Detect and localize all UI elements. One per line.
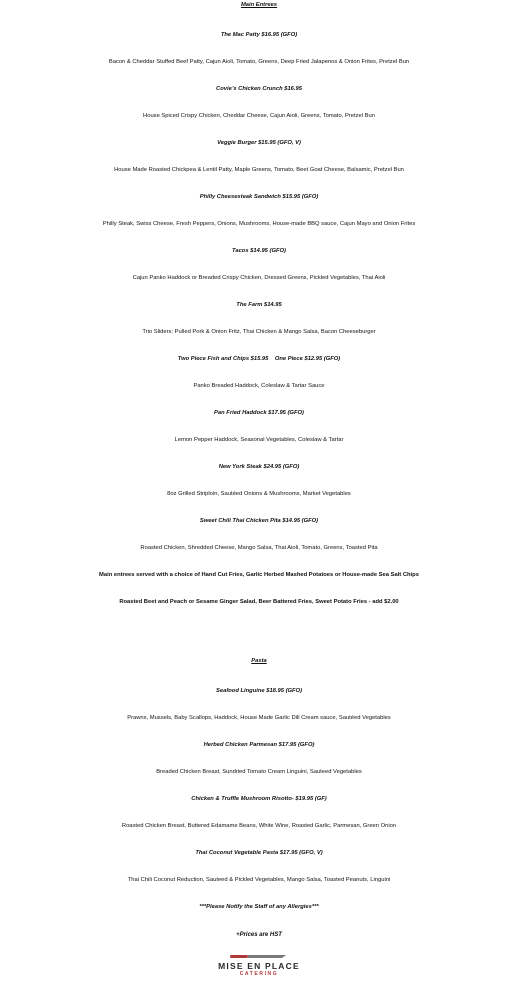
logo-name: MISE EN PLACE xyxy=(218,961,300,971)
menu-item-title: The Mac Patty $16.95 (GFO) xyxy=(220,32,298,38)
menu-item-title: Thai Coconut Vegetable Pasta $17.95 (GFO, V) xyxy=(195,850,323,856)
menu-item-description: Panko Breaded Haddock, Coleslaw & Tartar Sauce xyxy=(193,383,325,389)
menu-item-title: Pan Fried Haddock $17.95 (GFO) xyxy=(214,410,304,416)
menu-item-title: Seafood Linguine $18.95 (GFO) xyxy=(216,688,302,694)
menu-item-description: Thai Chili Coconut Reduction, Sauteed & Pickled Vegetables, Mango Salsa, Toasted Peanuts, Linguini xyxy=(127,877,391,883)
menu-item-title: Chicken & Truffle Mushroom Risotto- $19.95 (GF) xyxy=(191,796,327,802)
logo-subtitle: CATERING xyxy=(239,971,279,977)
knife-icon xyxy=(230,952,288,960)
allergy-notice: ***Please Notify the Staff of any Allergies*** xyxy=(199,904,319,910)
prices-note: +Prices are HST xyxy=(236,932,282,938)
menu-item-description: Prawns, Mussels, Baby Scallops, Haddock, House Made Garlic Dill Cream sauce, Sautéed Vegetables xyxy=(127,715,391,721)
menu-item-description: Roasted Chicken Breast, Buttered Edamame Beans, White Wine, Roasted Garlic, Parmesan, Green Onion xyxy=(121,823,397,829)
menu-item-description: House Made Roasted Chickpea & Lentil Patty, Maple Greens, Tomato, Beet Goat Cheese, Balsamic, Pretzel Bun xyxy=(114,167,404,173)
menu-item-title: Tacos $14.95 (GFO) xyxy=(232,248,286,254)
menu-item-title: Sweet Chili Thai Chicken Pita $14.95 (GFO) xyxy=(199,518,319,524)
menu-item-description: Cajun Panko Haddock or Breaded Crispy Chicken, Dressed Greens, Pickled Vegetables, Thai Aioli xyxy=(132,275,386,281)
sides-note: Main entrees served with a choice of Hand Cut Fries, Garlic Herbed Mashed Potatoes or House-made Sea Salt Chips xyxy=(99,572,419,578)
menu-item-title: Two Piece Fish and Chips $15.95 One Piece $12.95 (GFO) xyxy=(177,356,341,362)
menu-item-title: Philly Cheesesteak Sandwich $15.95 (GFO) xyxy=(199,194,319,200)
menu-item-description: Bacon & Cheddar Stuffed Beef Patty, Cajun Aioli, Tomato, Greens, Deep Fried Jalapenos & Onion Frites, Pretzel Bun xyxy=(108,59,410,65)
brand-logo xyxy=(0,952,518,986)
menu-item-title: Covie’s Chicken Crunch $16.95 xyxy=(216,86,302,92)
menu-item-description: 8oz Grilled Striploin, Sautéed Onions & Mushrooms, Market Vegetables xyxy=(167,491,351,497)
menu-item-description: Roasted Chicken, Shredded Cheese, Mango Salsa, Thai Aioli, Tomato, Greens, Toasted Pita xyxy=(140,545,378,551)
menu-item-description: Breaded Chicken Breast, Sundried Tomato Cream Linguini, Sauteed Vegetables xyxy=(156,769,362,775)
menu-item-description: Lemon Pepper Haddock, Seasonal Vegetables, Coleslaw & Tartar xyxy=(174,437,344,443)
menu-item-description: House Spiced Crispy Chicken, Cheddar Cheese, Cajun Aioli, Greens, Tomato, Pretzel Bun xyxy=(143,113,375,119)
menu-item-title: The Farm $14.95 xyxy=(236,302,282,308)
pasta-heading: Pasta xyxy=(251,658,267,664)
menu-item-title: Herbed Chicken Parmesan $17.95 (GFO) xyxy=(203,742,315,748)
menu-item-description: Trio Sliders: Pulled Pork & Onion Fritz, Thai Chicken & Mango Salsa, Bacon Cheeseburger xyxy=(142,329,376,335)
menu-item-title: New York Steak $24.95 (GFO) xyxy=(218,464,300,470)
menu-item-description: Philly Steak, Swiss Cheese, Fresh Peppers, Onions, Mushrooms, House-made BBQ sauce, Cajun Mayo and Onion Frites xyxy=(102,221,416,227)
menu-item-title: Veggie Burger $15.95 (GFO, V) xyxy=(217,140,301,146)
upgrade-note: Roasted Beet and Peach or Sesame Ginger Salad, Beer Battered Fries, Sweet Potato Fries - add $2.00 xyxy=(119,599,399,605)
main-entrees-heading: Main Entrees xyxy=(240,2,278,8)
